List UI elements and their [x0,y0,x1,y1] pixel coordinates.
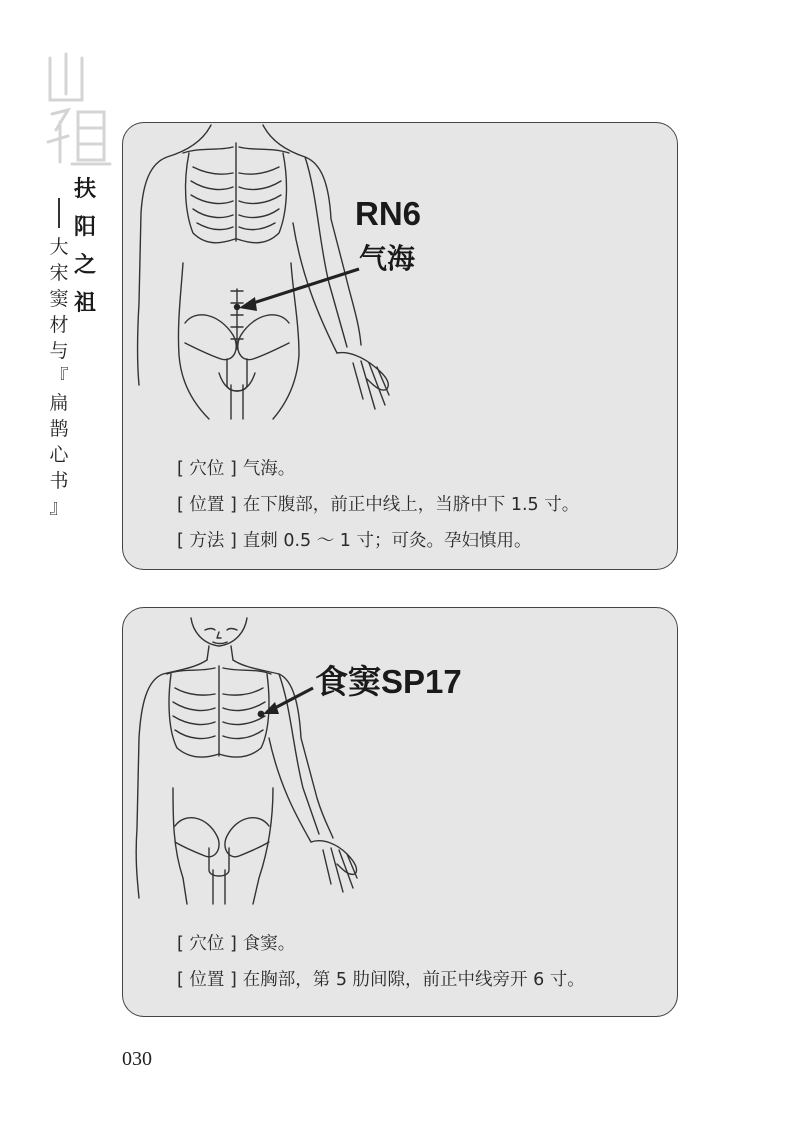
subtitle-char: 大 [49,236,69,258]
subtitle-char: 鹊 [49,418,69,440]
info-text: 在胸部，第 5 肋间隙，前正中线旁开 6 寸。 [242,970,585,990]
subtitle-char: 材 [49,314,69,336]
subtitle-char: 『 [49,366,69,388]
subtitle-char: 心 [49,444,69,466]
info-tag: [ 位置 ] [177,495,237,515]
calligraphy-logo [38,50,118,170]
subtitle-char: 扁 [49,392,69,414]
acupoint-card-sp17 [122,607,678,1017]
info-text: 食窦。 [242,934,296,954]
running-subtitle [46,198,72,520]
acupoint-info [177,926,585,998]
info-line [177,523,579,559]
title-char: 阳 [73,214,96,240]
title-char: 之 [73,252,96,278]
acupoint-card-rn6 [122,122,678,570]
info-tag: [ 方法 ] [177,531,237,551]
page-number: 030 [122,1048,152,1070]
info-text: 气海。 [242,459,296,479]
acupoint-info [177,451,579,559]
acupoint-name: 气海 [359,242,416,275]
info-text: 直刺 0.5 ～ 1 寸；可灸。孕妇慎用。 [242,531,532,551]
info-tag: [ 穴位 ] [177,934,237,954]
info-line [177,487,579,523]
subtitle-char: 书 [49,470,69,492]
title-char: 扶 [73,176,96,202]
torso-illustration [123,608,678,908]
info-text: 在下腹部，前正中线上，当脐中下 1.5 寸。 [242,495,580,515]
subtitle-char: 与 [49,340,69,362]
info-line [177,962,585,998]
acupoint-code: RN6 [355,195,422,232]
subtitle-dash [58,198,60,228]
info-tag: [ 穴位 ] [177,459,237,479]
acupoint-title: 食窦SP17 [315,663,462,700]
subtitle-char: 』 [49,496,69,518]
title-char: 祖 [73,290,96,316]
info-line [177,451,579,487]
info-line [177,926,585,962]
subtitle-char: 窦 [49,288,69,310]
subtitle-char: 宋 [49,262,69,284]
info-tag: [ 位置 ] [177,970,237,990]
